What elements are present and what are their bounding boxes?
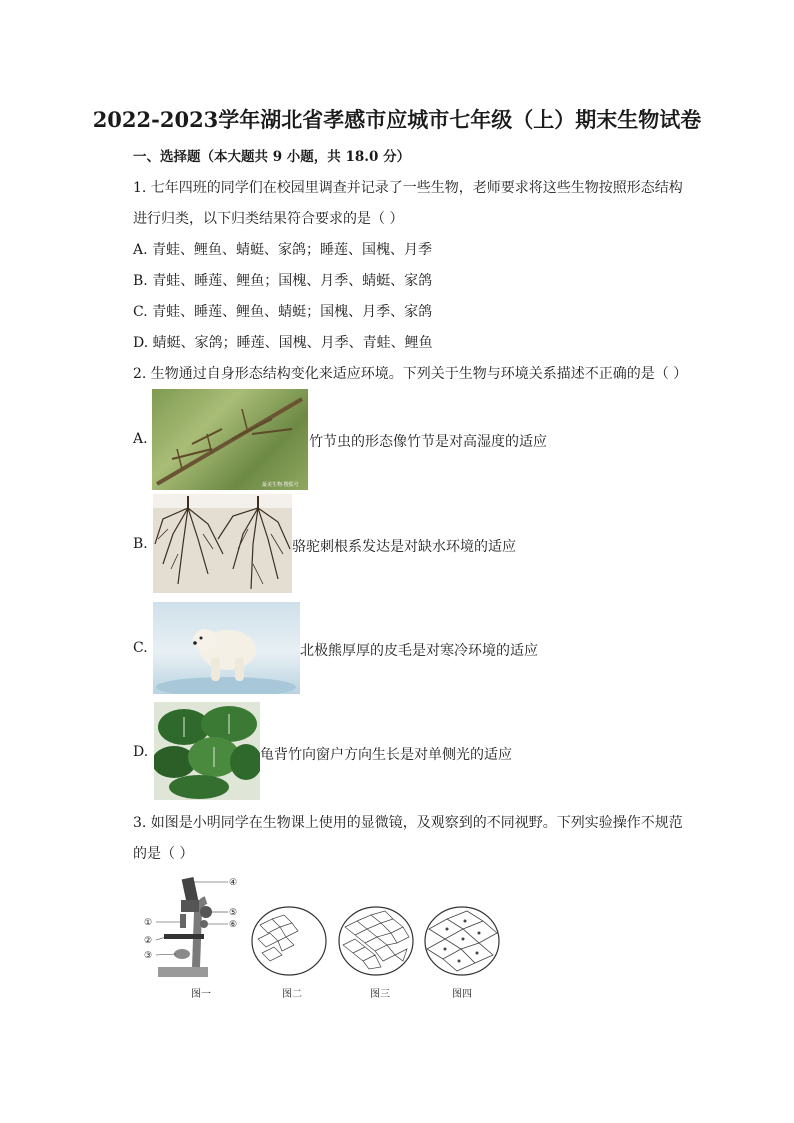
- q2-option-a-text: 竹节虫的形态像竹节是对高湿度的适应: [309, 434, 547, 450]
- q1-stem-line1: 1. 七年四班的同学们在校园里调查并记录了一些生物，老师要求将这些生物按照形态结构: [133, 180, 683, 196]
- q2-option-c-letter: C.: [133, 640, 148, 656]
- photo-caption: 最美生物·搜狐号: [262, 482, 299, 488]
- q3-stem-line2: 的是（ ）: [133, 846, 194, 862]
- q3-stem-line1: 3. 如图是小明同学在生物课上使用的显微镜，及观察到的不同视野。下列实验操作不规范: [133, 815, 683, 831]
- microscope-view-3: [337, 905, 415, 977]
- polar-bear-photo: [153, 602, 300, 694]
- q1-option-c: C. 青蛙、睡莲、鲤鱼、蜻蜓；国槐、月季、家鸽: [133, 304, 433, 320]
- q1-option-a: A. 青蛙、鲤鱼、蜻蜓、家鸽；睡莲、国槐、月季: [133, 242, 433, 258]
- marker-2: ②: [144, 936, 153, 946]
- microscope-view-2: [250, 905, 328, 977]
- q2-option-c-text: 北极熊厚厚的皮毛是对寒冷环境的适应: [300, 643, 538, 659]
- marker-4: ④: [229, 878, 238, 888]
- q2-option-a-letter: A.: [133, 431, 148, 447]
- q1-option-d: D. 蜻蜓、家鸽；睡莲、国槐、月季、青蛙、鲤鱼: [133, 335, 433, 351]
- marker-6: ⑥: [229, 920, 238, 930]
- q2-option-d-letter: D.: [133, 744, 149, 760]
- q2-option-b-text: 骆驼刺根系发达是对缺水环境的适应: [292, 539, 516, 555]
- figure-label-2: 图二: [282, 989, 302, 1000]
- camelthorn-roots-photo: [153, 494, 292, 593]
- page-title: 2022-2023学年湖北省孝感市应城市七年级（上）期末生物试卷: [92, 107, 702, 132]
- microscope-diagram: [136, 872, 246, 984]
- stick-insect-photo: [152, 389, 308, 490]
- marker-5: ⑤: [229, 908, 238, 918]
- microscope-view-4: [423, 905, 501, 977]
- section-heading: 一、选择题（本大题共 9 小题，共 18.0 分）: [133, 149, 411, 165]
- marker-3: ③: [144, 951, 153, 961]
- q2-stem: 2. 生物通过自身形态结构变化来适应环境。下列关于生物与环境关系描述不正确的是（ ）: [133, 366, 688, 382]
- figure-label-4: 图四: [452, 989, 472, 1000]
- q2-option-b-letter: B.: [133, 536, 148, 552]
- q1-option-b: B. 青蛙、睡莲、鲤鱼；国槐、月季、蜻蜓、家鸽: [133, 273, 433, 289]
- marker-1: ①: [144, 918, 153, 928]
- figure-label-3: 图三: [370, 989, 390, 1000]
- figure-label-1: 图一: [191, 989, 211, 1000]
- q1-stem-line2: 进行归类，以下归类结果符合要求的是（ ）: [133, 211, 404, 227]
- q2-option-d-text: 龟背竹向窗户方向生长是对单侧光的适应: [260, 747, 512, 763]
- monstera-photo: [154, 702, 260, 800]
